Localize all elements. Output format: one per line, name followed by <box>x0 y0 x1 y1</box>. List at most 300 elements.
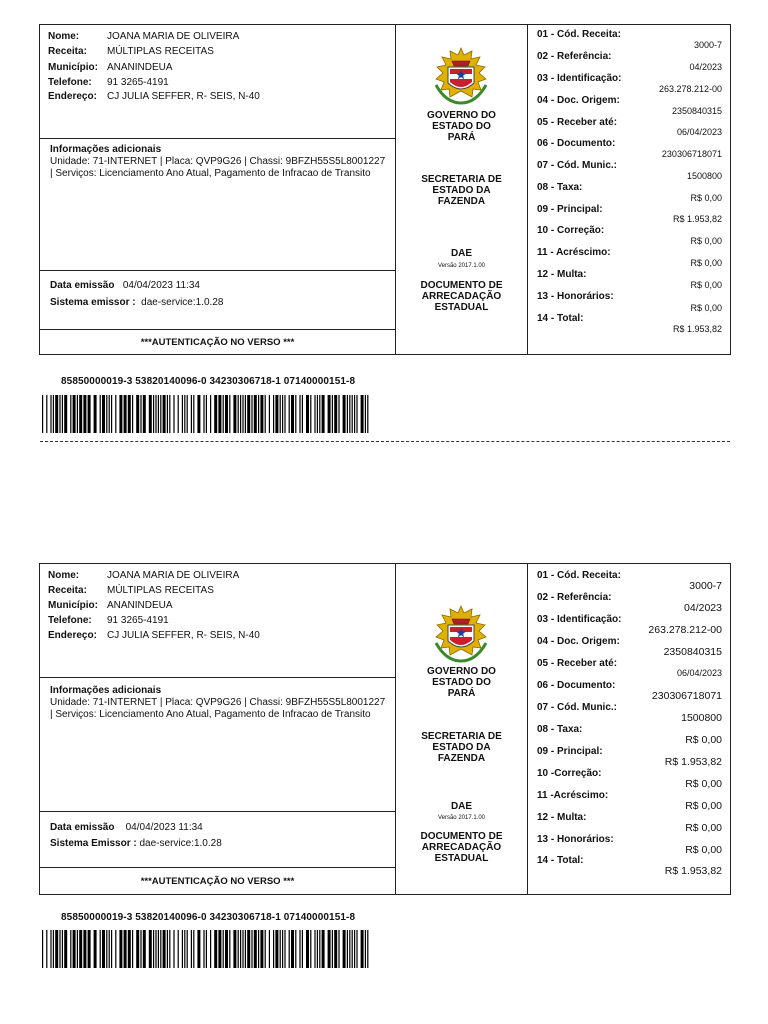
barcode-bar <box>102 930 105 968</box>
barcode-bar <box>238 930 239 968</box>
barcode-bar <box>193 395 194 433</box>
barcode-bar <box>136 930 139 968</box>
field-label: 01 - Cód. Receita: <box>537 570 621 581</box>
barcode-bar <box>275 930 278 968</box>
barcode-bar <box>295 930 296 968</box>
barcode-bar <box>218 395 221 433</box>
barcode-bar <box>343 930 346 968</box>
barcode-bar <box>173 930 174 968</box>
payer-info <box>40 25 395 139</box>
barcode-bar <box>64 930 67 968</box>
barcode-bar <box>332 395 333 433</box>
additional-info-title: Informações adicionais <box>50 685 162 696</box>
para-coat-of-arms-icon <box>430 603 492 665</box>
barcode-bar <box>167 395 168 433</box>
barcode-bar <box>149 930 152 968</box>
barcode-bar <box>169 930 170 968</box>
barcode-bar <box>187 930 188 968</box>
field-label: 04 - Doc. Origem: <box>537 95 620 106</box>
additional-info-text: Unidade: 71-INTERNET | Placa: QVP9G26 | Chassi: 9BFZH55S5L8001227 | Serviços: Licenciamento Ano Atual, Pagamento de Infracao de Transito <box>50 156 386 179</box>
barcode-bar <box>367 395 368 433</box>
receita-row: Receita: MÚLTIPLAS RECEITAS <box>48 46 214 57</box>
barcode-bar <box>319 930 320 968</box>
dae-form-box <box>39 24 731 355</box>
barcode-bar <box>193 930 194 968</box>
barcode-bar <box>269 930 270 968</box>
nome-row: Nome: JOANA MARIA DE OLIVEIRA <box>48 570 240 581</box>
barcode-bar <box>178 930 179 968</box>
barcode-bar <box>214 395 217 433</box>
barcode-bar <box>225 395 228 433</box>
telefone-row: Telefone: 91 3265-4191 <box>48 77 169 88</box>
barcode-bar <box>158 930 159 968</box>
barcode-bar <box>251 930 252 968</box>
barcode-bar <box>302 930 303 968</box>
authentication-note: ***AUTENTICAÇÃO NO VERSO *** <box>140 337 295 348</box>
barcode-bar <box>291 930 294 968</box>
barcode-bar <box>352 395 353 433</box>
barcode-bar <box>136 395 139 433</box>
field-label: 11 - Acréscimo: <box>537 247 611 258</box>
field-value: R$ 0,00 <box>690 193 722 203</box>
barcode-bar <box>314 395 315 433</box>
document-title: DOCUMENTO DE ARRECADAÇÃO ESTADUAL <box>420 280 503 313</box>
barcode-bar <box>111 930 112 968</box>
barcode-bar <box>214 930 217 968</box>
field-value: R$ 0,00 <box>685 822 722 834</box>
barcode-bar <box>163 395 166 433</box>
barcode-bar <box>184 930 185 968</box>
field-value: 06/04/2023 <box>676 668 722 678</box>
barcode-bar <box>70 395 71 433</box>
barcode-bar <box>334 395 337 433</box>
barcode-bar <box>306 395 309 433</box>
field-value: 2350840315 <box>663 646 722 658</box>
barcode-bar <box>187 395 188 433</box>
field-label: 07 - Cód. Munic.: <box>537 160 617 171</box>
barcode-bar <box>191 395 192 433</box>
barcode-bar <box>124 930 127 968</box>
receita-value: MÚLTIPLAS RECEITAS <box>107 585 214 596</box>
barcode-bar <box>310 930 311 968</box>
barcode-bar <box>155 930 156 968</box>
emission-info <box>40 271 395 330</box>
field-label: 09 - Principal: <box>537 746 603 757</box>
barcode-bar <box>102 395 105 433</box>
barcode-bar <box>203 930 204 968</box>
barcode-bar <box>338 930 339 968</box>
barcode-bar <box>140 930 141 968</box>
field-value: 2350840315 <box>671 106 722 116</box>
issuer-column <box>396 564 528 894</box>
barcode-bar <box>254 395 257 433</box>
barcode-bar <box>229 395 230 433</box>
municipio-row: Município: ANANINDEUA <box>48 62 173 73</box>
barcode-bar <box>210 395 211 433</box>
field-value: R$ 0,00 <box>690 280 722 290</box>
field-label: 03 - Identificação: <box>537 614 622 625</box>
field-value: 263.278.212-00 <box>658 84 722 94</box>
barcode-bar <box>223 395 224 433</box>
field-value: R$ 1.953,82 <box>664 865 722 877</box>
barcode-bar <box>365 395 366 433</box>
barcode-bar <box>160 930 161 968</box>
emission-date: 04/04/2023 11:34 <box>125 822 203 833</box>
field-label: 06 - Documento: <box>537 680 616 691</box>
barcode-bar <box>258 395 259 433</box>
barcode-bar <box>356 395 357 433</box>
gov-title: GOVERNO DO ESTADO DO PARÁ <box>427 110 496 143</box>
municipio-value: ANANINDEUA <box>107 600 173 611</box>
secretaria-title: SECRETARIA DE ESTADO DA FAZENDA <box>421 731 502 764</box>
barcode-bar <box>160 395 161 433</box>
barcode-bar <box>46 395 47 433</box>
barcode-bar <box>210 930 211 968</box>
barcode-bar <box>46 930 47 968</box>
barcode-bar <box>50 930 51 968</box>
barcode-bar <box>62 930 63 968</box>
barcode-bar <box>356 930 357 968</box>
barcode-bar <box>42 395 43 433</box>
barcode-bar <box>106 395 107 433</box>
barcode-bar <box>79 395 82 433</box>
field-value: R$ 0,00 <box>690 303 722 313</box>
barcode-bar <box>328 395 331 433</box>
barcode-bar <box>280 930 281 968</box>
barcode-bar <box>354 395 355 433</box>
barcode-bar <box>115 395 116 433</box>
barcode-bar <box>182 930 183 968</box>
authentication-note-box <box>40 330 395 356</box>
field-value: R$ 1.953,82 <box>672 324 722 334</box>
barcode-bar <box>265 395 266 433</box>
barcode-bar <box>233 930 236 968</box>
barcode-bar <box>361 930 364 968</box>
barcode-bar <box>269 395 270 433</box>
payer-column <box>40 564 396 894</box>
barcode-bar <box>223 930 224 968</box>
barcode-bar <box>284 395 285 433</box>
barcode-bar <box>163 930 166 968</box>
field-label: 08 - Taxa: <box>537 182 583 193</box>
field-label: 09 - Principal: <box>537 204 603 215</box>
system-row: Sistema Emissor : dae-service:1.0.28 <box>50 838 222 849</box>
dae-form-box <box>39 563 731 895</box>
barcode-bar <box>206 930 207 968</box>
barcode-bar <box>251 395 252 433</box>
barcode-bar <box>238 395 239 433</box>
barcode-bar <box>132 395 133 433</box>
field-label: 01 - Cód. Receita: <box>537 29 621 40</box>
linha-digitavel: 85850000019-3 53820140096-0 34230306718-1 07140000151-8 <box>61 912 356 923</box>
additional-info-text: Unidade: 71-INTERNET | Placa: QVP9G26 | Chassi: 9BFZH55S5L8001227 | Serviços: Licenciamento Ano Atual, Pagamento de Infracao de Transito <box>50 697 386 720</box>
barcode-bar <box>322 930 325 968</box>
municipio-value: ANANINDEUA <box>107 62 173 73</box>
nome-value: JOANA MARIA DE OLIVEIRA <box>107 570 240 581</box>
additional-info <box>40 678 395 812</box>
field-value: 04/2023 <box>689 62 722 72</box>
barcode-bar <box>106 930 107 968</box>
barcode-bar <box>247 395 250 433</box>
barcode-bar <box>347 930 348 968</box>
barcode-bar <box>317 395 318 433</box>
barcode-bar <box>62 395 63 433</box>
barcode-bar <box>314 930 315 968</box>
field-value: R$ 0,00 <box>685 800 722 812</box>
barcode-bar <box>119 930 122 968</box>
barcode-bar <box>55 930 58 968</box>
barcode-bar <box>59 395 60 433</box>
barcode-bar <box>299 395 300 433</box>
barcode-bar <box>218 930 221 968</box>
linha-digitavel: 85850000019-3 53820140096-0 34230306718-1 07140000151-8 <box>61 376 356 387</box>
barcode-bar <box>254 930 257 968</box>
barcode-bar <box>59 930 60 968</box>
barcode-bar <box>158 395 159 433</box>
barcode-bar <box>94 930 97 968</box>
dae-label: DAE <box>450 801 473 812</box>
barcode-bar <box>247 930 250 968</box>
field-label: 07 - Cód. Munic.: <box>537 702 617 713</box>
barcode-bar <box>319 395 320 433</box>
additional-info-title: Informações adicionais <box>50 144 162 155</box>
system-value: dae-service:1.0.28 <box>139 838 222 849</box>
barcode-bar <box>338 395 339 433</box>
emission-date-row: Data emissão 04/04/2023 11:34 <box>50 280 200 291</box>
field-label: 05 - Receber até: <box>537 117 618 128</box>
payer-column <box>40 25 396 354</box>
barcode-bar <box>291 395 294 433</box>
barcode-bar <box>155 395 156 433</box>
endereco-row: Endereço: CJ JULIA SEFFER, R- SEIS, N-40 <box>48 91 260 102</box>
barcode-bar <box>167 930 168 968</box>
barcode-bar <box>233 395 236 433</box>
field-value: 230306718071 <box>651 690 722 702</box>
municipio-row: Município: ANANINDEUA <box>48 600 173 611</box>
barcode-bar <box>100 930 101 968</box>
payer-info <box>40 564 395 678</box>
field-value: R$ 0,00 <box>685 778 722 790</box>
barcode-bar <box>273 395 274 433</box>
emission-date-row: Data emissão 04/04/2023 11:34 <box>50 822 203 833</box>
barcode-bar <box>361 395 364 433</box>
barcode-icon <box>42 395 370 433</box>
gov-title: GOVERNO DO ESTADO DO PARÁ <box>427 666 496 699</box>
barcode-bar <box>182 395 183 433</box>
barcode-bar <box>322 395 325 433</box>
barcode-bar <box>260 395 263 433</box>
barcode-bar <box>191 930 192 968</box>
system-row: Sistema emissor : dae-service:1.0.28 <box>50 297 224 308</box>
barcode-bar <box>197 395 200 433</box>
barcode-bar <box>310 395 311 433</box>
emission-date: 04/04/2023 11:34 <box>122 280 200 291</box>
field-label: 10 - Correção: <box>537 225 605 236</box>
barcode-bar <box>349 930 350 968</box>
barcode-bar <box>349 395 350 433</box>
barcode-bar <box>77 930 78 968</box>
field-label: 06 - Documento: <box>537 138 616 149</box>
dae-label: DAE <box>450 248 473 259</box>
field-label: 02 - Referência: <box>537 51 612 62</box>
fields-column <box>528 25 730 354</box>
barcode-bar <box>354 930 355 968</box>
version-label: Versão 2017.1.00 <box>437 263 486 269</box>
receita-value: MÚLTIPLAS RECEITAS <box>107 46 214 57</box>
telefone-value: 91 3265-4191 <box>107 77 169 88</box>
field-label: 08 - Taxa: <box>537 724 583 735</box>
barcode-bar <box>352 930 353 968</box>
barcode-bar <box>225 930 228 968</box>
barcode-bar <box>119 395 122 433</box>
field-value: R$ 0,00 <box>685 734 722 746</box>
barcode-bar <box>111 395 112 433</box>
barcode-bar <box>55 395 58 433</box>
barcode-bar <box>275 395 278 433</box>
barcode-bar <box>109 930 110 968</box>
barcode-bar <box>347 395 348 433</box>
field-value: R$ 1.953,82 <box>672 214 722 224</box>
endereco-value: CJ JULIA SEFFER, R- SEIS, N-40 <box>107 630 260 641</box>
barcode-bar <box>273 930 274 968</box>
authentication-note-box <box>40 868 395 896</box>
barcode-bar <box>178 395 179 433</box>
barcode-bar <box>173 395 174 433</box>
barcode-bar <box>70 930 71 968</box>
system-value: dae-service:1.0.28 <box>141 297 224 308</box>
barcode-bar <box>343 395 346 433</box>
barcode-bar <box>282 395 283 433</box>
barcode-bar <box>258 930 259 968</box>
endereco-value: CJ JULIA SEFFER, R- SEIS, N-40 <box>107 91 260 102</box>
barcode-bar <box>299 930 300 968</box>
field-label: 11 -Acréscimo: <box>537 790 609 801</box>
endereco-row: Endereço: CJ JULIA SEFFER, R- SEIS, N-40 <box>48 630 260 641</box>
barcode-bar <box>197 930 200 968</box>
barcode-bar <box>240 395 241 433</box>
barcode-bar <box>242 395 243 433</box>
barcode-bar <box>149 395 152 433</box>
field-value: 230306718071 <box>661 149 722 159</box>
barcode-bar <box>169 395 170 433</box>
field-label: 10 -Correção: <box>537 768 602 779</box>
field-label: 02 - Referência: <box>537 592 612 603</box>
barcode-bar <box>132 930 133 968</box>
barcode-bar <box>100 395 101 433</box>
barcode-bar <box>143 395 146 433</box>
document-title: DOCUMENTO DE ARRECADAÇÃO ESTADUAL <box>420 831 503 864</box>
barcode-bar <box>77 395 78 433</box>
barcode-bar <box>242 930 243 968</box>
barcode-bar <box>289 395 290 433</box>
field-value: 1500800 <box>686 171 722 181</box>
barcode-bar <box>64 395 67 433</box>
barcode-bar <box>245 930 246 968</box>
field-label: 14 - Total: <box>537 313 584 324</box>
field-label: 13 - Honorários: <box>537 834 614 845</box>
barcode-bar <box>229 930 230 968</box>
additional-info <box>40 139 395 271</box>
field-value: 06/04/2023 <box>676 127 722 137</box>
barcode-bar <box>153 395 154 433</box>
barcode-bar <box>240 930 241 968</box>
telefone-value: 91 3265-4191 <box>107 615 169 626</box>
field-value: R$ 0,00 <box>690 258 722 268</box>
telefone-row: Telefone: 91 3265-4191 <box>48 615 169 626</box>
barcode-bar <box>289 930 290 968</box>
field-value: 04/2023 <box>684 602 722 614</box>
barcode-bar <box>306 930 309 968</box>
barcode-bar <box>328 930 331 968</box>
field-label: 03 - Identificação: <box>537 73 622 84</box>
barcode-bar <box>94 395 97 433</box>
authentication-note: ***AUTENTICAÇÃO NO VERSO *** <box>140 876 295 887</box>
field-label: 14 - Total: <box>537 855 584 866</box>
nome-value: JOANA MARIA DE OLIVEIRA <box>107 31 240 42</box>
para-coat-of-arms-icon <box>430 45 492 107</box>
barcode-bar <box>334 930 337 968</box>
barcode-bar <box>260 930 263 968</box>
field-label: 05 - Receber até: <box>537 658 618 669</box>
barcode-bar <box>282 930 283 968</box>
secretaria-title: SECRETARIA DE ESTADO DA FAZENDA <box>421 174 502 207</box>
field-value: R$ 0,00 <box>685 844 722 856</box>
barcode-bar <box>109 395 110 433</box>
barcode-bar <box>124 395 127 433</box>
barcode-bar <box>295 395 296 433</box>
barcode-bar <box>115 930 116 968</box>
barcode-bar <box>73 930 76 968</box>
field-label: 04 - Doc. Origem: <box>537 636 620 647</box>
barcode-bar <box>88 930 91 968</box>
emission-info <box>40 812 395 868</box>
barcode-bar <box>79 930 82 968</box>
cut-line <box>40 441 730 442</box>
barcode-bar <box>280 395 281 433</box>
barcode-bar <box>153 930 154 968</box>
barcode-bar <box>206 395 207 433</box>
barcode-bar <box>50 395 51 433</box>
barcode-bar <box>143 930 146 968</box>
barcode-bar <box>184 395 185 433</box>
barcode-bar <box>265 930 266 968</box>
barcode-bar <box>245 395 246 433</box>
barcode-bar <box>53 930 54 968</box>
receita-row: Receita: MÚLTIPLAS RECEITAS <box>48 585 214 596</box>
field-value: 3000-7 <box>693 40 722 50</box>
issuer-column <box>396 25 528 354</box>
field-value: R$ 1.953,82 <box>664 756 722 768</box>
barcode-bar <box>128 395 131 433</box>
barcode-bar <box>88 395 91 433</box>
fields-column <box>528 564 730 894</box>
barcode-bar <box>332 930 333 968</box>
barcode-bar <box>53 395 54 433</box>
barcode-bar <box>365 930 366 968</box>
field-value: 3000-7 <box>689 580 722 592</box>
barcode-bar <box>302 395 303 433</box>
barcode-bar <box>284 930 285 968</box>
nome-row: Nome: JOANA MARIA DE OLIVEIRA <box>48 31 240 42</box>
field-label: 12 - Multa: <box>537 269 587 280</box>
field-value: 1500800 <box>681 712 722 724</box>
field-label: 13 - Honorários: <box>537 291 614 302</box>
barcode-bar <box>73 395 76 433</box>
field-label: 12 - Multa: <box>537 812 587 823</box>
barcode-bar <box>367 930 368 968</box>
barcode-bar <box>317 930 318 968</box>
barcode-bar <box>140 395 141 433</box>
